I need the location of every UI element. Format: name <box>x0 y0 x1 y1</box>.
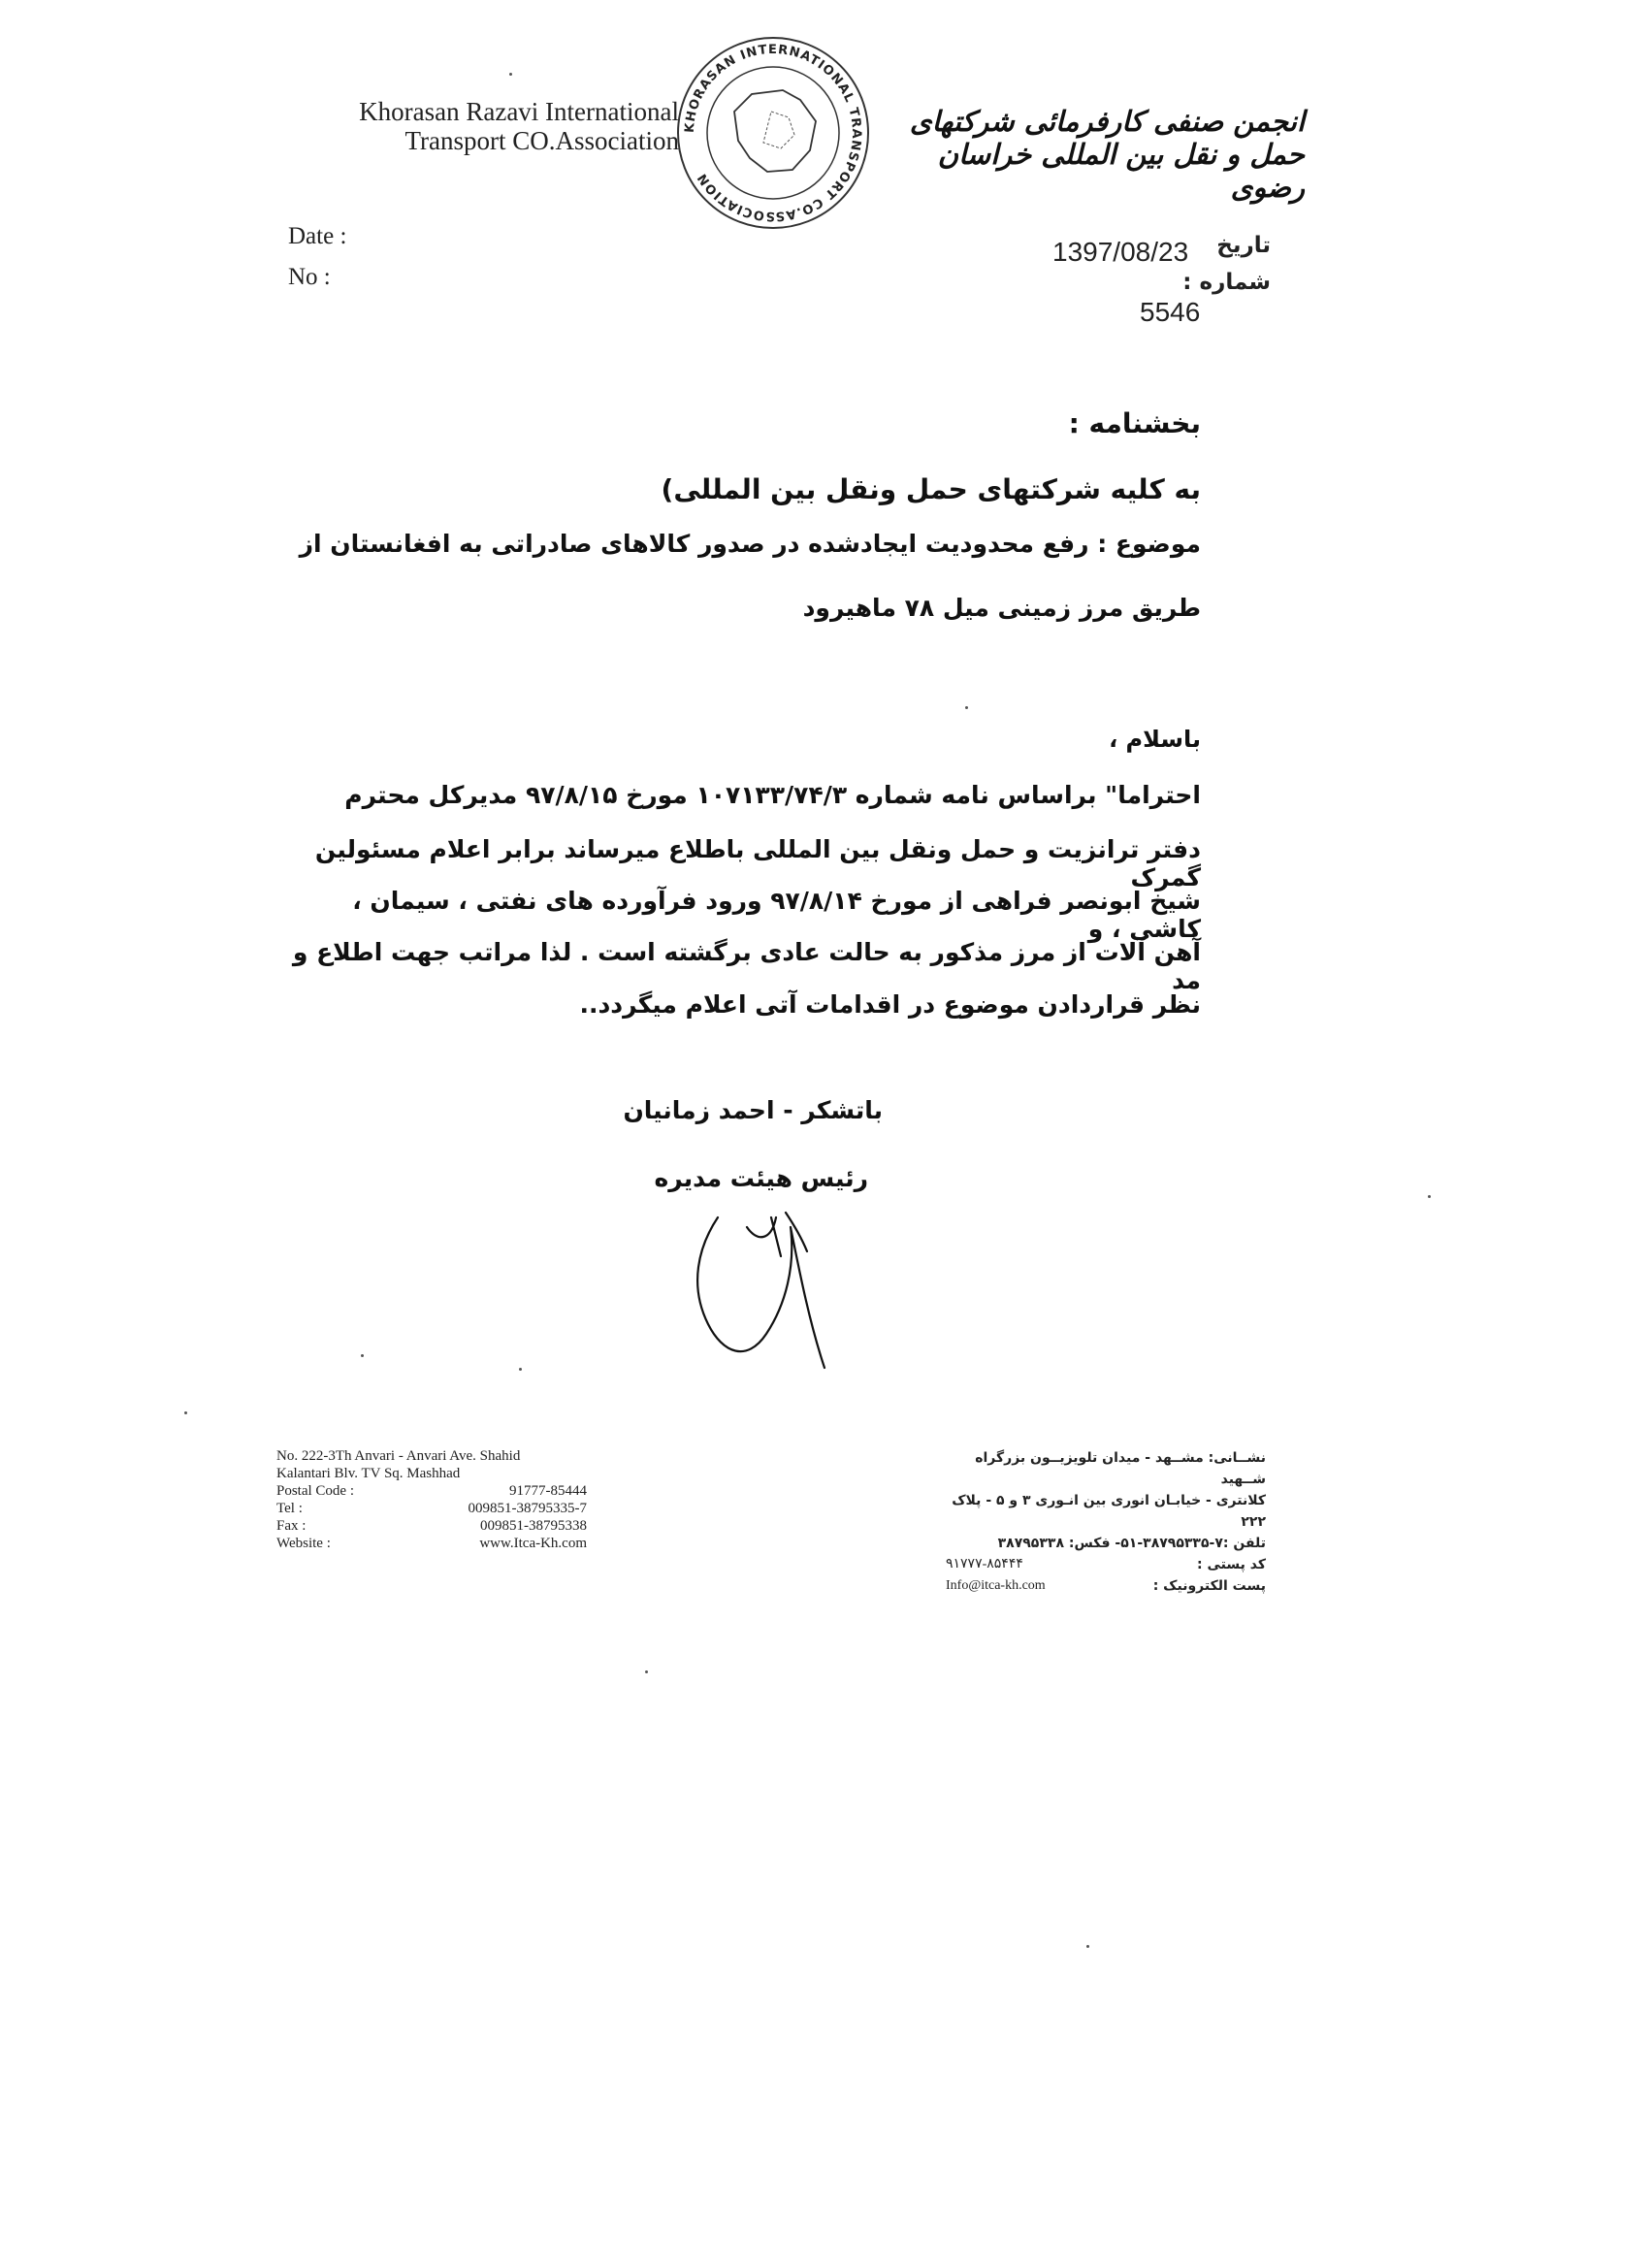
association-seal-logo <box>674 34 873 233</box>
signatory-line: باتشکر - احمد زمانیان <box>623 1096 883 1124</box>
fax-label: Fax : <box>276 1518 307 1534</box>
scan-speck <box>1086 1945 1089 1948</box>
footer-phone-fa: تلفن :۷-۳۸۷۹۵۳۳۵-۵۱- فکس: ۳۸۷۹۵۳۳۸ <box>997 1536 1266 1551</box>
tel-value: 009851-38795335-7 <box>468 1501 587 1516</box>
paragraph-line: دفتر ترانزیت و حمل ونقل بین المللی باطلاع میرساند برابر اعلام مسئولین گمرک <box>314 835 1201 891</box>
seal-text: KHORASAN INTERNATIONAL TRANSPORT CO.ASSOCIATION <box>682 42 864 224</box>
fax-value: 009851-38795338 <box>480 1518 587 1534</box>
scan-speck <box>1428 1195 1431 1198</box>
number-label-fa: شماره : <box>1182 270 1271 295</box>
subject-line-1: موضوع : رفع محدودیت ایجادشده در صدور کالاهای صادراتی به افغانستان از <box>299 530 1201 558</box>
footer-contact-persian <box>946 1447 1266 1597</box>
footer-address-en-2: Kalantari Blv. TV Sq. Mashhad <box>276 1466 461 1481</box>
company-name-english <box>291 97 679 155</box>
scan-speck <box>361 1354 364 1357</box>
email-label-fa: پست الکترونیک : <box>1152 1578 1266 1594</box>
scan-speck <box>184 1411 187 1414</box>
footer-address-fa-1: نشــانی: مشــهد - میدان تلویزیــون بزرگراه شــهید <box>975 1450 1266 1487</box>
email-value-fa: Info@itca-kh.com <box>946 1578 1046 1593</box>
greeting: باسلام ، <box>1109 726 1201 753</box>
number-value: 5546 <box>1140 297 1201 327</box>
postal-code-label: Postal Code : <box>276 1483 355 1499</box>
company-name-persian: انجمن صنفی کارفرمائی شرکتهای حمل و نقل بین المللی خراسان رضوی <box>909 105 1305 204</box>
date-label-fa: تاریخ <box>1216 233 1271 258</box>
postal-code-value: 91777-85444 <box>509 1483 587 1499</box>
paragraph-line: آهن آلات از مرز مذکور به حالت عادی برگشته است . لذا مراتب جهت اطلاع و مد <box>292 938 1201 994</box>
paragraph-line: احتراما" براساس نامه شماره ۱۰۷۱۳۳/۷۴/۳ مورخ ۹۷/۸/۱۵ مدیرکل محترم <box>344 781 1201 809</box>
company-name-en-line1: Khorasan Razavi International <box>359 97 679 126</box>
paragraph-line: نظر قراردادن موضوع در اقدامات آتی اعلام میگردد.. <box>579 990 1201 1019</box>
footer-address-fa-2: کلانتری - خیابـان انوری بین انـوری ۳ و ۵ - پلاک ۲۲۲ <box>952 1493 1266 1530</box>
scan-speck <box>509 73 512 76</box>
number-label-en: No : <box>288 264 331 290</box>
postal-value-fa: ۹۱۷۷۷-۸۵۴۴۴ <box>946 1557 1023 1571</box>
website-label: Website : <box>276 1536 331 1551</box>
signatory-position: رئیس هیئت مدیره <box>654 1164 868 1192</box>
footer-contact-english <box>276 1447 587 1552</box>
scan-speck <box>965 706 968 709</box>
recipient-line: به کلیه شرکتهای حمل ونقل بین المللی) <box>661 473 1201 505</box>
circular-label: بخشنامه : <box>1068 407 1201 439</box>
website-value: www.Itca-Kh.com <box>479 1536 587 1551</box>
handwritten-signature <box>679 1188 854 1382</box>
date-label-en: Date : <box>288 223 347 249</box>
company-name-en-line2: Transport CO.Association <box>404 126 679 155</box>
date-value: 1397/08/23 <box>1052 237 1189 267</box>
paragraph-line: شیخ ابونصر فراهی از مورخ ۹۷/۸/۱۴ ورود فرآورده های نفتی ، سیمان ، کاشی ، و <box>352 887 1201 943</box>
subject-line-2: طریق مرز زمینی میل ۷۸ ماهیرود <box>802 594 1201 622</box>
footer-address-en-1: No. 222-3Th Anvari - Anvari Ave. Shahid <box>276 1448 521 1464</box>
scan-speck <box>645 1670 648 1673</box>
svg-text:KHORASAN INTERNATIONAL TRANSPO <box>683 43 863 223</box>
map-outline-icon <box>734 90 816 172</box>
postal-label-fa: کد پستی : <box>1197 1557 1266 1572</box>
tel-label: Tel : <box>276 1501 303 1516</box>
scan-speck <box>519 1368 522 1371</box>
